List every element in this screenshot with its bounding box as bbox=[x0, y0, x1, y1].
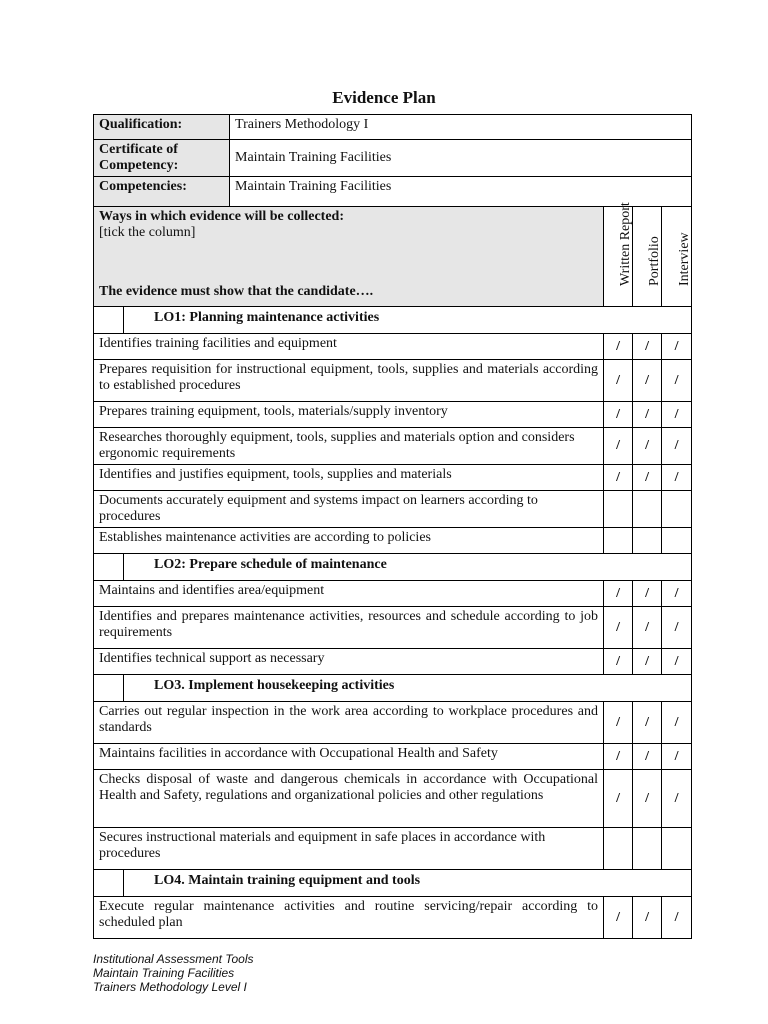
tick-mark: / bbox=[633, 428, 662, 465]
lo2-heading: LO2: Prepare schedule of maintenance bbox=[124, 554, 692, 581]
table-row: Identifies and justifies equipment, tools, supplies and materials bbox=[94, 465, 604, 491]
ways-instruction: [tick the column] bbox=[99, 225, 196, 240]
table-row: Prepares requisition for instructional equipment, tools, supplies and materials according to established procedures bbox=[94, 360, 604, 402]
table-row: Carries out regular inspection in the work area according to workplace procedures and standards bbox=[94, 702, 604, 744]
column-label-portfolio: Portfolio bbox=[647, 236, 663, 286]
lo-spacer bbox=[94, 307, 124, 334]
tick-mark: / bbox=[662, 428, 692, 465]
lo1-heading: LO1: Planning maintenance activities bbox=[124, 307, 692, 334]
evidence-ways-header bbox=[94, 207, 604, 307]
coc-label: Certificate of Competency: bbox=[94, 140, 230, 177]
tick-mark: / bbox=[662, 702, 692, 744]
tick-mark: / bbox=[633, 334, 662, 360]
tick-mark: / bbox=[662, 334, 692, 360]
table-row: Secures instructional materials and equipment in safe places in accordance with procedures bbox=[94, 828, 604, 870]
tick-mark: / bbox=[662, 360, 692, 402]
lo3-heading: LO3. Implement housekeeping activities bbox=[124, 675, 692, 702]
empty-cell bbox=[633, 491, 662, 528]
tick-mark: / bbox=[662, 897, 692, 939]
tick-mark: / bbox=[604, 649, 633, 675]
table-row: Identifies training facilities and equipment bbox=[94, 334, 604, 360]
tick-mark: / bbox=[633, 402, 662, 428]
column-portfolio bbox=[633, 207, 662, 307]
tick-mark: / bbox=[662, 402, 692, 428]
tick-mark: / bbox=[604, 702, 633, 744]
coc-value: Maintain Training Facilities bbox=[230, 140, 692, 177]
empty-cell bbox=[662, 828, 692, 870]
table-row: Identifies and prepares maintenance activities, resources and schedule according to job requirements bbox=[94, 607, 604, 649]
table-row: Documents accurately equipment and systems impact on learners according to procedures bbox=[94, 491, 604, 528]
tick-mark: / bbox=[662, 581, 692, 607]
tick-mark: / bbox=[604, 428, 633, 465]
empty-cell bbox=[662, 528, 692, 554]
tick-mark: / bbox=[662, 465, 692, 491]
tick-mark: / bbox=[662, 744, 692, 770]
tick-mark: / bbox=[662, 770, 692, 828]
footer-line: Institutional Assessment Tools bbox=[93, 952, 254, 966]
column-label-written-report: Written Report bbox=[618, 202, 634, 286]
competencies-value: Maintain Training Facilities bbox=[230, 177, 692, 207]
tick-mark: / bbox=[604, 402, 633, 428]
lo4-heading: LO4. Maintain training equipment and tools bbox=[124, 870, 692, 897]
column-interview bbox=[662, 207, 692, 307]
empty-cell bbox=[604, 828, 633, 870]
table-row: Prepares training equipment, tools, materials/supply inventory bbox=[94, 402, 604, 428]
tick-mark: / bbox=[662, 649, 692, 675]
tick-mark: / bbox=[633, 607, 662, 649]
tick-mark: / bbox=[633, 702, 662, 744]
lo-spacer bbox=[94, 675, 124, 702]
qualification-value: Trainers Methodology I bbox=[230, 115, 692, 140]
tick-mark: / bbox=[604, 360, 633, 402]
tick-mark: / bbox=[633, 897, 662, 939]
table-row: Execute regular maintenance activities and routine servicing/repair according to scheduled plan bbox=[94, 897, 604, 939]
evidence-statement: The evidence must show that the candidate…. bbox=[99, 284, 374, 299]
tick-mark: / bbox=[604, 334, 633, 360]
tick-mark: / bbox=[604, 465, 633, 491]
footer-line: Trainers Methodology Level I bbox=[93, 980, 247, 994]
tick-mark: / bbox=[633, 465, 662, 491]
table-row: Maintains facilities in accordance with Occupational Health and Safety bbox=[94, 744, 604, 770]
tick-mark: / bbox=[604, 744, 633, 770]
empty-cell bbox=[604, 491, 633, 528]
column-label-interview: Interview bbox=[676, 232, 692, 286]
evidence-plan-table bbox=[93, 114, 692, 939]
empty-cell bbox=[662, 491, 692, 528]
lo-spacer bbox=[94, 554, 124, 581]
tick-mark: / bbox=[604, 897, 633, 939]
ways-heading: Ways in which evidence will be collected: bbox=[99, 209, 344, 224]
tick-mark: / bbox=[604, 581, 633, 607]
tick-mark: / bbox=[633, 744, 662, 770]
empty-cell bbox=[604, 528, 633, 554]
qualification-label: Qualification: bbox=[94, 115, 230, 140]
tick-mark: / bbox=[633, 649, 662, 675]
tick-mark: / bbox=[604, 607, 633, 649]
tick-mark: / bbox=[633, 770, 662, 828]
footer-line: Maintain Training Facilities bbox=[93, 966, 235, 980]
tick-mark: / bbox=[662, 607, 692, 649]
table-row: Checks disposal of waste and dangerous chemicals in accordance with Occupational Health and Safety, regulations and organizational policies and other regulations bbox=[94, 770, 604, 828]
tick-mark: / bbox=[604, 770, 633, 828]
tick-mark: / bbox=[633, 581, 662, 607]
tick-mark: / bbox=[633, 360, 662, 402]
document-title: Evidence Plan bbox=[332, 88, 436, 107]
competencies-label: Competencies: bbox=[94, 177, 230, 207]
empty-cell bbox=[633, 528, 662, 554]
table-row: Researches thoroughly equipment, tools, supplies and materials option and considers ergonomic requirements bbox=[94, 428, 604, 465]
table-row: Identifies technical support as necessary bbox=[94, 649, 604, 675]
column-written-report bbox=[604, 202, 634, 307]
lo-spacer bbox=[94, 870, 124, 897]
page-footer bbox=[93, 952, 254, 994]
table-row: Maintains and identifies area/equipment bbox=[94, 581, 604, 607]
table-row: Establishes maintenance activities are according to policies bbox=[94, 528, 604, 554]
empty-cell bbox=[633, 828, 662, 870]
